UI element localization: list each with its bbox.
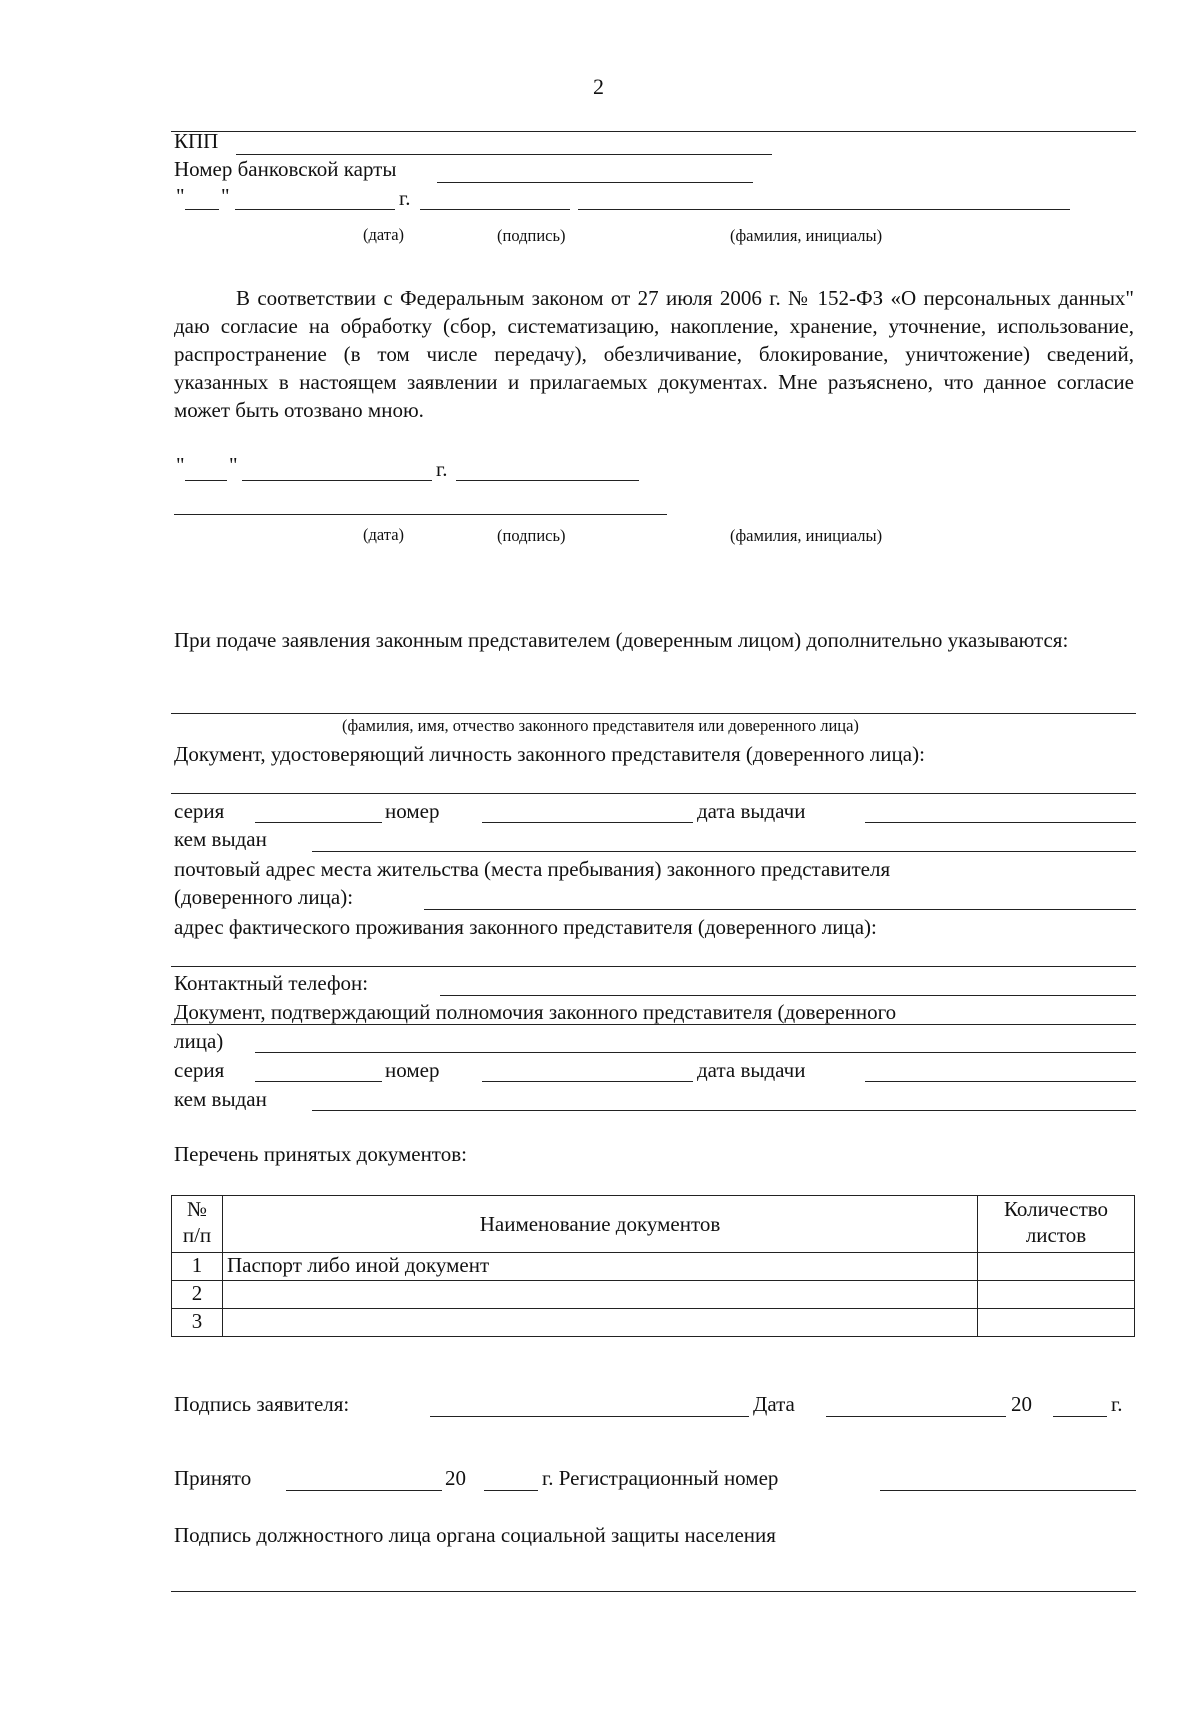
accepted-century-prefix: 20	[445, 1466, 466, 1490]
applicant-date-label: Дата	[753, 1392, 795, 1416]
applicant-year-field[interactable]	[1053, 1416, 1107, 1417]
row-name[interactable]	[223, 1309, 978, 1337]
accepted-label: Принято	[174, 1466, 252, 1490]
applicant-date-field[interactable]	[826, 1416, 1006, 1417]
date-day-field[interactable]	[185, 209, 219, 210]
reg-number-label: г. Регистрационный номер	[542, 1466, 779, 1490]
identity-number-field[interactable]	[482, 822, 693, 823]
date-month-field[interactable]	[235, 209, 395, 210]
row-name[interactable]: Паспорт либо иной документ	[223, 1253, 978, 1281]
header-sheets: Количество листов	[978, 1196, 1135, 1253]
consent-date-year-field[interactable]	[456, 480, 639, 481]
consent-date-year-suffix: г.	[436, 457, 448, 481]
postal-address-field[interactable]	[424, 909, 1136, 910]
representative-name-caption: (фамилия, имя, отчество законного представителя или доверенного лица)	[342, 716, 859, 735]
row-num: 1	[172, 1253, 223, 1281]
header-num: № п/п	[172, 1196, 223, 1253]
bank-card-field[interactable]	[437, 182, 753, 183]
identity-issued-by-field[interactable]	[312, 851, 1136, 852]
date-year-suffix: г.	[399, 186, 411, 210]
authority-doc-field[interactable]	[255, 1052, 1136, 1053]
date-quote-open: "	[176, 184, 185, 208]
authority-doc-label-2: лица)	[174, 1029, 224, 1053]
representative-name-field[interactable]	[171, 713, 1136, 714]
actual-address-label: адрес фактического проживания законного представителя (доверенного лица):	[174, 915, 877, 939]
identity-doc-field[interactable]	[171, 793, 1136, 794]
identity-issue-date-label: дата выдачи	[697, 799, 806, 823]
table-row	[172, 1309, 1135, 1337]
row-name[interactable]	[223, 1281, 978, 1309]
caption-date: (дата)	[363, 225, 405, 244]
row-sheets[interactable]	[978, 1281, 1135, 1309]
official-signature-field[interactable]	[171, 1591, 1136, 1592]
documents-table	[171, 1195, 1135, 1337]
table-row	[172, 1281, 1135, 1309]
consent-caption-signature: (подпись)	[497, 526, 566, 545]
postal-address-label-2: (доверенного лица):	[174, 885, 354, 909]
table-row	[172, 1253, 1135, 1281]
authority-issue-date-field[interactable]	[865, 1081, 1136, 1082]
identity-series-field[interactable]	[255, 822, 382, 823]
consent-date-quote-close: "	[229, 453, 238, 477]
identity-series-label: серия	[174, 799, 225, 823]
authority-issued-by-field[interactable]	[312, 1110, 1136, 1111]
table-header-row	[172, 1196, 1135, 1253]
actual-address-field[interactable]	[171, 966, 1136, 967]
authority-series-label: серия	[174, 1058, 225, 1082]
row-sheets[interactable]	[978, 1253, 1135, 1281]
identity-issued-by-label: кем выдан	[174, 827, 267, 851]
consent-signature-field[interactable]	[174, 514, 667, 515]
applicant-signature-label: Подпись заявителя:	[174, 1392, 350, 1416]
phone-label: Контактный телефон:	[174, 971, 369, 995]
applicant-year-abbr: г.	[1111, 1392, 1123, 1416]
consent-date-day-field[interactable]	[185, 480, 227, 481]
authority-number-field[interactable]	[482, 1081, 693, 1082]
name-field[interactable]	[578, 209, 1070, 210]
consent-paragraph: В соответствии с Федеральным законом от 27 июля 2006 г. № 152-ФЗ «О персональных данных" даю согласие на обработку (сбор, систематизацию, накопление, хранение, уточнение, использование, распространение (в том числе передачу), обезличивание, блокирование, уничтожение) сведений, указанных в настоящем заявлении и прилагаемых документах. Мне разъяснено, что данное согласие может быть отозвано мною.	[174, 286, 1134, 422]
row-num: 3	[172, 1309, 223, 1337]
consent-date-month-field[interactable]	[242, 480, 432, 481]
authority-number-label: номер	[385, 1058, 440, 1082]
documents-list-title: Перечень принятых документов:	[174, 1142, 467, 1166]
identity-doc-label: Документ, удостоверяющий личность законного представителя (доверенного лица):	[174, 742, 925, 766]
caption-signature: (подпись)	[497, 226, 566, 245]
official-signature-label: Подпись должностного лица органа социальной защиты населения	[174, 1523, 776, 1547]
row-sheets[interactable]	[978, 1309, 1135, 1337]
authority-issued-by-label: кем выдан	[174, 1087, 267, 1111]
signature-field[interactable]	[420, 209, 570, 210]
identity-number-label: номер	[385, 799, 440, 823]
representative-intro: При подаче заявления законным представителем (доверенным лицом) дополнительно указываются:	[174, 628, 1069, 652]
top-rule	[171, 131, 1136, 132]
caption-name: (фамилия, инициалы)	[730, 226, 883, 245]
accepted-date-field[interactable]	[286, 1490, 442, 1491]
phone-field[interactable]	[440, 995, 1136, 996]
authority-series-field[interactable]	[255, 1081, 382, 1082]
consent-caption-date: (дата)	[363, 525, 405, 544]
authority-doc-rule	[171, 1024, 1136, 1025]
kpp-field[interactable]	[236, 154, 772, 155]
applicant-signature-field[interactable]	[430, 1416, 749, 1417]
consent-date-quote-open: "	[176, 453, 185, 477]
consent-caption-name: (фамилия, инициалы)	[730, 526, 883, 545]
identity-issue-date-field[interactable]	[865, 822, 1136, 823]
accepted-year-field[interactable]	[484, 1490, 538, 1491]
kpp-label: КПП	[174, 129, 219, 153]
bank-card-label: Номер банковской карты	[174, 157, 397, 181]
postal-address-label-1: почтовый адрес места жительства (места пребывания) законного представителя	[174, 857, 891, 881]
row-num: 2	[172, 1281, 223, 1309]
authority-issue-date-label: дата выдачи	[697, 1058, 806, 1082]
reg-number-field[interactable]	[880, 1490, 1136, 1491]
header-name: Наименование документов	[223, 1196, 978, 1253]
authority-doc-label-1: Документ, подтверждающий полномочия законного представителя (доверенного	[174, 1000, 897, 1024]
applicant-century-prefix: 20	[1011, 1392, 1032, 1416]
page-number: 2	[593, 74, 604, 99]
date-quote-close: "	[221, 184, 230, 208]
